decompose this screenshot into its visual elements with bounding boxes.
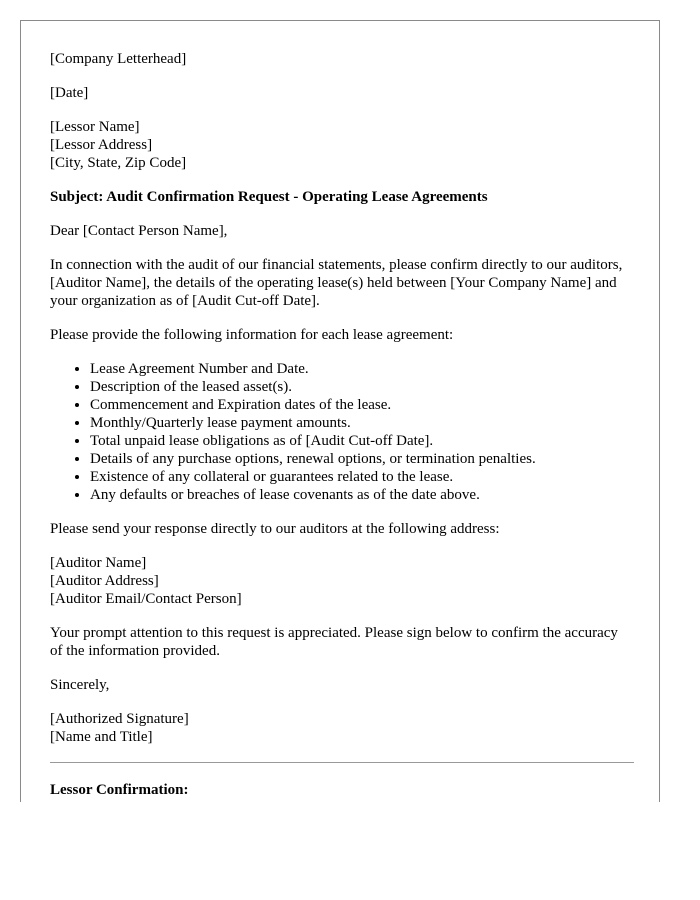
letterhead xyxy=(50,50,634,68)
list-item: • Any defaults or breaches of lease covenants as of the date above. xyxy=(90,486,634,504)
letter-content xyxy=(50,50,634,802)
list-item: • Details of any purchase options, renewal options, or termination penalties. xyxy=(90,450,634,468)
list-item: • Monthly/Quarterly lease payment amounts. xyxy=(90,414,634,432)
signature-block xyxy=(50,710,634,746)
date xyxy=(50,84,634,102)
date-text: [Date] xyxy=(50,85,89,101)
list-item: • Lease Agreement Number and Date. xyxy=(90,360,634,378)
salutation xyxy=(50,222,634,240)
lessor-city: [City, State, Zip Code] xyxy=(50,155,187,171)
signature-line: [Authorized Signature] xyxy=(50,711,189,727)
list-item: • Total unpaid lease obligations as of [Audit Cut-off Date]. xyxy=(90,432,634,450)
sign-off xyxy=(50,676,634,694)
letterhead-text: [Company Letterhead] xyxy=(50,51,187,67)
lessor-confirmation-section xyxy=(50,781,634,799)
auditor-name: [Auditor Name] xyxy=(50,555,147,571)
list-item: • Description of the leased asset(s). xyxy=(90,378,634,396)
subject-line xyxy=(50,188,634,206)
sign-off-text: Sincerely, xyxy=(50,677,110,693)
salutation-text: Dear [Contact Person Name], xyxy=(50,223,228,239)
request-heading: Please provide the following information for each lease agreement: xyxy=(50,327,454,343)
subject-text: Subject: Audit Confirmation Request - Operating Lease Agreements xyxy=(50,189,488,205)
closing-paragraph: Your prompt attention to this request is appreciated. Please sign below to confirm the accuracy of the information provided. xyxy=(50,625,618,659)
lessor-name: [Lessor Name] xyxy=(50,119,140,135)
auditor-address: [Auditor Address] xyxy=(50,573,159,589)
section-divider xyxy=(50,762,634,763)
information-list xyxy=(50,360,634,504)
name-title-line: [Name and Title] xyxy=(50,729,153,745)
lessor-confirmation-heading: Lessor Confirmation: xyxy=(50,782,189,798)
response-instruction: Please send your response directly to our auditors at the following address: xyxy=(50,521,500,537)
auditor-contact: [Auditor Email/Contact Person] xyxy=(50,591,242,607)
intro-paragraph: In connection with the audit of our financial statements, please confirm directly to our auditors, [Auditor Name], the details of the operating lease(s) held between [Your Company Name] and your organization as of [Audit Cut-off Date]. xyxy=(50,257,623,309)
list-item: • Existence of any collateral or guarantees related to the lease. xyxy=(90,468,634,486)
lessor-address: [Lessor Address] xyxy=(50,137,153,153)
auditor-address-block xyxy=(50,554,634,608)
lessor-address-block xyxy=(50,118,634,172)
list-item: • Commencement and Expiration dates of the lease. xyxy=(90,396,634,414)
letter-page xyxy=(20,20,660,802)
